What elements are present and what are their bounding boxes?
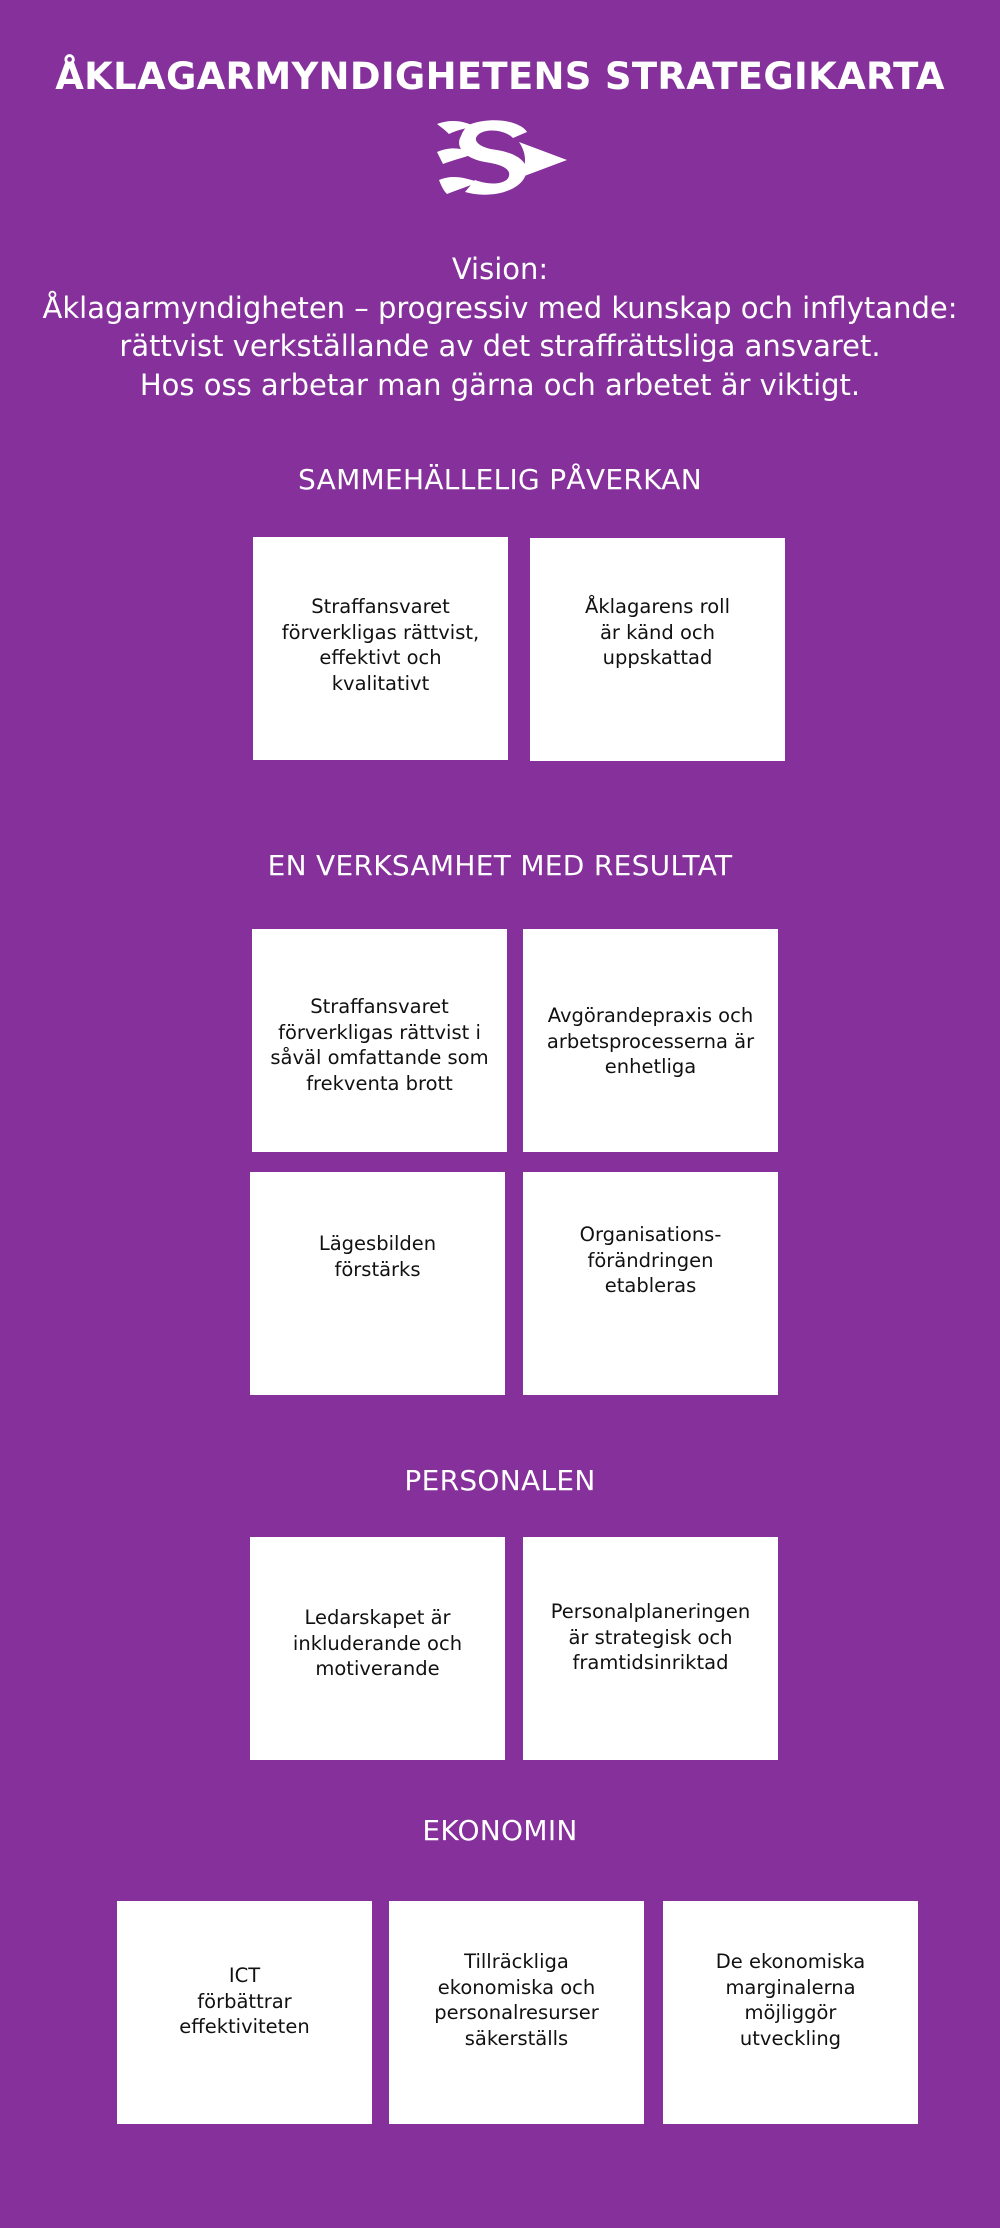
section-title-verksamhet-med-resultat: EN VERKSAMHET MED RESULTAT: [267, 849, 733, 882]
strategy-box-text: Avgörandepraxis och arbetsprocesserna är enhetliga: [546, 1004, 755, 1078]
strategy-box-text: Personalplaneringen är strategisk och framtidsinriktad: [550, 1600, 751, 1674]
strategy-box: [523, 1172, 778, 1395]
section-title-personalen: PERSONALEN: [404, 1464, 596, 1497]
strategy-box: [117, 1901, 372, 2124]
strategy-box: [523, 1537, 778, 1760]
vision-line: Vision:: [451, 252, 549, 286]
section-title-ekonomin: EKONOMIN: [422, 1814, 578, 1847]
strategy-box: [530, 538, 785, 761]
strategy-box: [253, 537, 508, 760]
page-title: ÅKLAGARMYNDIGHETENS STRATEGIKARTA: [55, 55, 945, 98]
strategy-box-text: Straffansvaret förverkligas rättvist i såväl omfattande som frekventa brott: [270, 995, 489, 1095]
strategy-box: [250, 1537, 505, 1760]
strategy-box-text: De ekonomiska marginalerna möjliggör utveckling: [715, 1950, 866, 2050]
strategy-box: [389, 1901, 644, 2124]
strategy-box-text: Åklagarens roll är känd och uppskattad: [585, 595, 730, 669]
strategy-box-text: Tillräckliga ekonomiska och personalresurser säkerställs: [434, 1950, 599, 2050]
vision-line: Hos oss arbetar man gärna och arbetet är viktigt.: [139, 367, 861, 402]
strategy-box-text: Ledarskapet är inkluderande och motiverande: [292, 1606, 463, 1680]
strategy-box-text: Straffansvaret förverkligas rättvist, effektivt och kvalitativt: [281, 595, 480, 695]
strategy-box-text: ICT förbättrar effektiviteten: [179, 1964, 310, 2038]
strategy-box: [523, 929, 778, 1152]
vision-line: rättvist verkställande av det straffrättsliga ansvaret.: [119, 329, 881, 363]
strategy-box-text: Organisations- förändringen etableras: [579, 1223, 722, 1297]
strategy-box-text: Lägesbilden förstärks: [318, 1232, 437, 1281]
strategy-box: [250, 1172, 505, 1395]
strategy-box: [663, 1901, 918, 2124]
vision-line: Åklagarmyndigheten – progressiv med kunskap och inflytande:: [42, 290, 958, 325]
strategy-box: [252, 929, 507, 1152]
aklagarmyndigheten-logo-icon: [435, 118, 570, 200]
section-title-samhallelig-paverkan: SAMMEHÄLLELIG PÅVERKAN: [298, 463, 702, 496]
vision-statement: [0, 250, 1000, 404]
